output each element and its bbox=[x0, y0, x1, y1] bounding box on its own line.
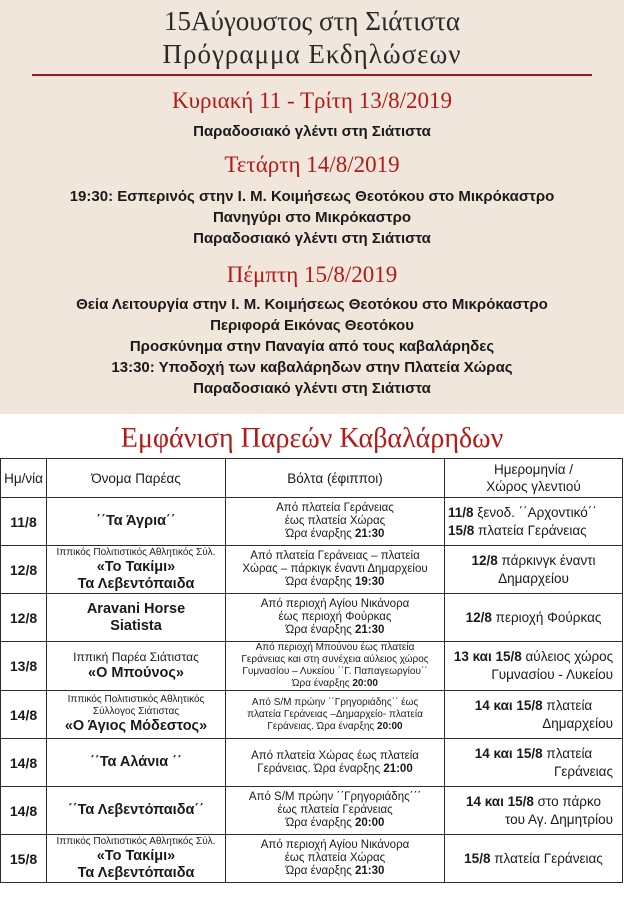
place-text: περιοχή Φούρκας bbox=[495, 609, 602, 625]
route-line: έως πλατεία Χώρας bbox=[284, 515, 386, 527]
place-text: πλατεία Γεράνειας bbox=[478, 522, 587, 538]
row-date: 11/8 bbox=[1, 498, 47, 546]
row-route bbox=[226, 835, 445, 883]
row-place bbox=[445, 594, 623, 642]
start-time: 21:00 bbox=[383, 762, 413, 775]
table-row bbox=[1, 787, 623, 835]
start-time: 21:30 bbox=[354, 528, 385, 540]
row-date: 12/8 bbox=[1, 546, 47, 594]
row-route bbox=[226, 691, 445, 739]
start-time: 20:00 bbox=[377, 720, 403, 732]
route-line: Ώρα έναρξης bbox=[285, 528, 352, 540]
row-route bbox=[226, 787, 445, 835]
place-text: Γυμνασίου - Λυκείου bbox=[491, 667, 613, 682]
place-date: 13 και 15/8 bbox=[453, 649, 522, 664]
route-line: Γεράνειας και στη συνέχεια αύλειος χώρος bbox=[241, 654, 429, 665]
event-line: Παραδοσιακό γλέντι στη Σιάτιστα bbox=[193, 380, 431, 397]
page-title: 15Αύγουστος στη Σιάτιστα bbox=[163, 6, 461, 36]
row-date: 14/8 bbox=[1, 739, 47, 787]
club-name: Ιππικός Πολιτιστικός Αθλητικός bbox=[67, 694, 205, 705]
group-name-2: Τα Λεβεντόπαιδα bbox=[77, 575, 195, 592]
place-date: 15/8 bbox=[464, 850, 491, 866]
club-name: Ιππική Παρέα Σιάτιστας bbox=[73, 650, 199, 664]
group-name: ΄΄Τα Άγρια΄΄ bbox=[96, 513, 176, 529]
event-line: 13:30: Υποδοχή των καβαλάρηδων στην Πλατεία Χώρας bbox=[111, 359, 513, 376]
place-date: 14 και 15/8 bbox=[465, 793, 534, 809]
row-name bbox=[47, 642, 226, 691]
event-line: 19:30: Εσπερινός στην Ι. Μ. Κοιμήσεως Θεοτόκου στο Μικρόκαστρο bbox=[69, 188, 555, 205]
start-time: 20:00 bbox=[354, 817, 385, 829]
place-date: 15/8 bbox=[448, 522, 475, 538]
header-place-line2: Χώρος γλεντιού bbox=[486, 479, 581, 494]
row-route bbox=[226, 498, 445, 546]
route-line: Ώρα έναρξης bbox=[285, 865, 352, 877]
route-line: Ώρα έναρξης bbox=[285, 576, 352, 588]
page-subtitle: Πρόγραμμα Εκδηλώσεων bbox=[162, 39, 462, 69]
row-route bbox=[226, 642, 445, 691]
route-line: Από πλατεία Γεράνειας bbox=[276, 502, 394, 514]
route-line: Από περιοχή Μπούνου έως πλατεία bbox=[255, 642, 415, 653]
place-date: 11/8 bbox=[448, 504, 474, 520]
place-text: Δημαρχείου bbox=[498, 570, 569, 586]
route-line: Από S/M πρώην ΄΄Γρηγοριάδης΄΄ έως bbox=[251, 696, 419, 708]
title-divider bbox=[32, 74, 592, 76]
group-name: «Το Τακίμι» bbox=[96, 558, 176, 575]
start-time: 21:30 bbox=[354, 865, 385, 877]
row-place bbox=[445, 835, 623, 883]
table-heading: Εμφάνιση Παρεών Καβαλάρηδων bbox=[120, 423, 504, 454]
club-name-2: Σύλλογος Σιάτιστας bbox=[92, 706, 180, 717]
place-text: ξενοδ. ΄΄Αρχοντικό΄΄ bbox=[477, 504, 597, 520]
place-text: Δημαρχείου bbox=[542, 715, 613, 731]
row-route bbox=[226, 546, 445, 594]
row-place bbox=[445, 546, 623, 594]
row-place bbox=[445, 642, 623, 691]
table-header-row bbox=[1, 459, 623, 498]
place-text: πλατεία bbox=[546, 745, 593, 761]
row-place bbox=[445, 787, 623, 835]
group-name: «Το Τακίμι» bbox=[96, 847, 176, 864]
row-name bbox=[47, 691, 226, 739]
row-name bbox=[47, 498, 226, 546]
day-heading-2: Τετάρτη 14/8/2019 bbox=[224, 152, 400, 177]
header-place bbox=[445, 459, 623, 498]
route-line: Γεράνειας. Ώρα έναρξης bbox=[267, 720, 375, 732]
group-name: «Ο Άγιος Μόδεστος» bbox=[64, 718, 208, 734]
event-line: Παραδοσιακό γλέντι στη Σιάτιστα bbox=[193, 123, 431, 140]
route-line: Ώρα έναρξης bbox=[285, 624, 352, 636]
route-line: πλατεία Γεράνειας –Δημαρχείο- πλατεία bbox=[247, 708, 423, 720]
row-name bbox=[47, 546, 226, 594]
row-date: 14/8 bbox=[1, 691, 47, 739]
place-date: 14 και 15/8 bbox=[474, 745, 543, 761]
row-place bbox=[445, 691, 623, 739]
header-name: Όνομα Παρέας bbox=[47, 459, 226, 498]
table-row bbox=[1, 739, 623, 787]
row-date: 12/8 bbox=[1, 594, 47, 642]
event-line: Προσκύνημα στην Παναγία από τους καβαλάρηδες bbox=[129, 338, 495, 355]
header-place-line1: Ημερομηνία / bbox=[493, 462, 574, 477]
place-text: πλατεία Γεράνειας bbox=[494, 850, 603, 866]
event-line: Περιφορά Εικόνας Θεοτόκου bbox=[210, 317, 414, 334]
day-heading-3: Πέμπτη 15/8/2019 bbox=[226, 262, 398, 287]
row-route bbox=[226, 594, 445, 642]
route-line: Από πλατεία Γεράνειας – πλατεία bbox=[250, 550, 420, 562]
row-name bbox=[47, 739, 226, 787]
place-text: του Αγ. Δημητρίου bbox=[504, 811, 613, 827]
club-name: Ιππικός Πολιτιστικός Αθλητικός Σύλ. bbox=[56, 546, 216, 558]
place-text: πάρκινγκ έναντι bbox=[501, 552, 596, 568]
event-line: Θεία Λειτουργία στην Ι. Μ. Κοιμήσεως Θεοτόκου στο Μικρόκαστρο bbox=[76, 296, 548, 313]
route-line: έως πλατεία Χώρας bbox=[284, 852, 386, 864]
place-date: 12/8 bbox=[465, 609, 492, 625]
club-name: Ιππικός Πολιτιστικός Αθλητικός Σύλ. bbox=[56, 835, 216, 847]
group-name: ΄΄Τα Αλάνια ΄΄ bbox=[90, 754, 182, 770]
route-line: Χώρας – πάρκιγκ έναντι Δημαρχείου bbox=[242, 563, 428, 575]
place-text: αύλειος χώρος bbox=[525, 649, 614, 664]
route-line: Από πλατεία Χώρας έως πλατεία bbox=[251, 749, 419, 762]
group-name-2: Τα Λεβεντόπαιδα bbox=[77, 864, 195, 881]
table-row bbox=[1, 642, 623, 691]
place-text: Γεράνειας bbox=[553, 763, 613, 779]
row-name bbox=[47, 835, 226, 883]
row-date: 13/8 bbox=[1, 642, 47, 691]
route-line: Ώρα έναρξης bbox=[285, 817, 352, 829]
route-line: Από περιοχή Αγίου Νικάνορα bbox=[260, 598, 410, 610]
route-line: Γεράνειας. Ώρα έναρξης bbox=[257, 762, 381, 775]
header-date: Ημ/νία bbox=[1, 459, 47, 498]
table-row bbox=[1, 498, 623, 546]
place-text: πλατεία bbox=[546, 697, 593, 713]
group-name: «Ο Μπούνος» bbox=[88, 665, 184, 681]
route-line: Ώρα έναρξης bbox=[292, 678, 350, 689]
place-date: 12/8 bbox=[471, 552, 498, 568]
route-line: έως περιοχή Φούρκας bbox=[278, 611, 392, 623]
row-date: 14/8 bbox=[1, 787, 47, 835]
riders-table bbox=[0, 458, 623, 883]
row-name bbox=[47, 594, 226, 642]
group-name: ΄΄Τα Λεβεντόπαιδα΄΄ bbox=[67, 802, 205, 818]
row-name bbox=[47, 787, 226, 835]
row-place bbox=[445, 739, 623, 787]
day-heading-1: Κυριακή 11 - Τρίτη 13/8/2019 bbox=[172, 88, 452, 113]
table-row bbox=[1, 546, 623, 594]
group-name: Aravani Horse bbox=[86, 600, 186, 617]
row-route bbox=[226, 739, 445, 787]
route-line: έως πλατεία Γεράνειας bbox=[277, 804, 393, 816]
table-row bbox=[1, 691, 623, 739]
table-row bbox=[1, 835, 623, 883]
event-line: Πανηγύρι στο Μικρόκαστρο bbox=[212, 209, 412, 226]
group-name-2: Siatista bbox=[110, 617, 162, 634]
route-line: Από περιοχή Αγίου Νικάνορα bbox=[260, 839, 410, 851]
place-date: 14 και 15/8 bbox=[474, 697, 543, 713]
table-row bbox=[1, 594, 623, 642]
start-time: 20:00 bbox=[352, 678, 378, 689]
route-line: Γυμνασίου – Λυκείου ΄΄Γ. Παπαγεωργίου΄΄ bbox=[242, 666, 428, 677]
route-line: Από S/M πρώην ΄΄Γρηγοριάδης΄΄΄ bbox=[248, 791, 422, 803]
row-place bbox=[445, 498, 623, 546]
start-time: 21:30 bbox=[354, 624, 385, 636]
header-route: Βόλτα (έφιπποι) bbox=[226, 459, 445, 498]
start-time: 19:30 bbox=[354, 576, 385, 588]
place-text: στο πάρκο bbox=[537, 793, 602, 809]
event-line: Παραδοσιακό γλέντι στη Σιάτιστα bbox=[193, 230, 431, 247]
row-date: 15/8 bbox=[1, 835, 47, 883]
